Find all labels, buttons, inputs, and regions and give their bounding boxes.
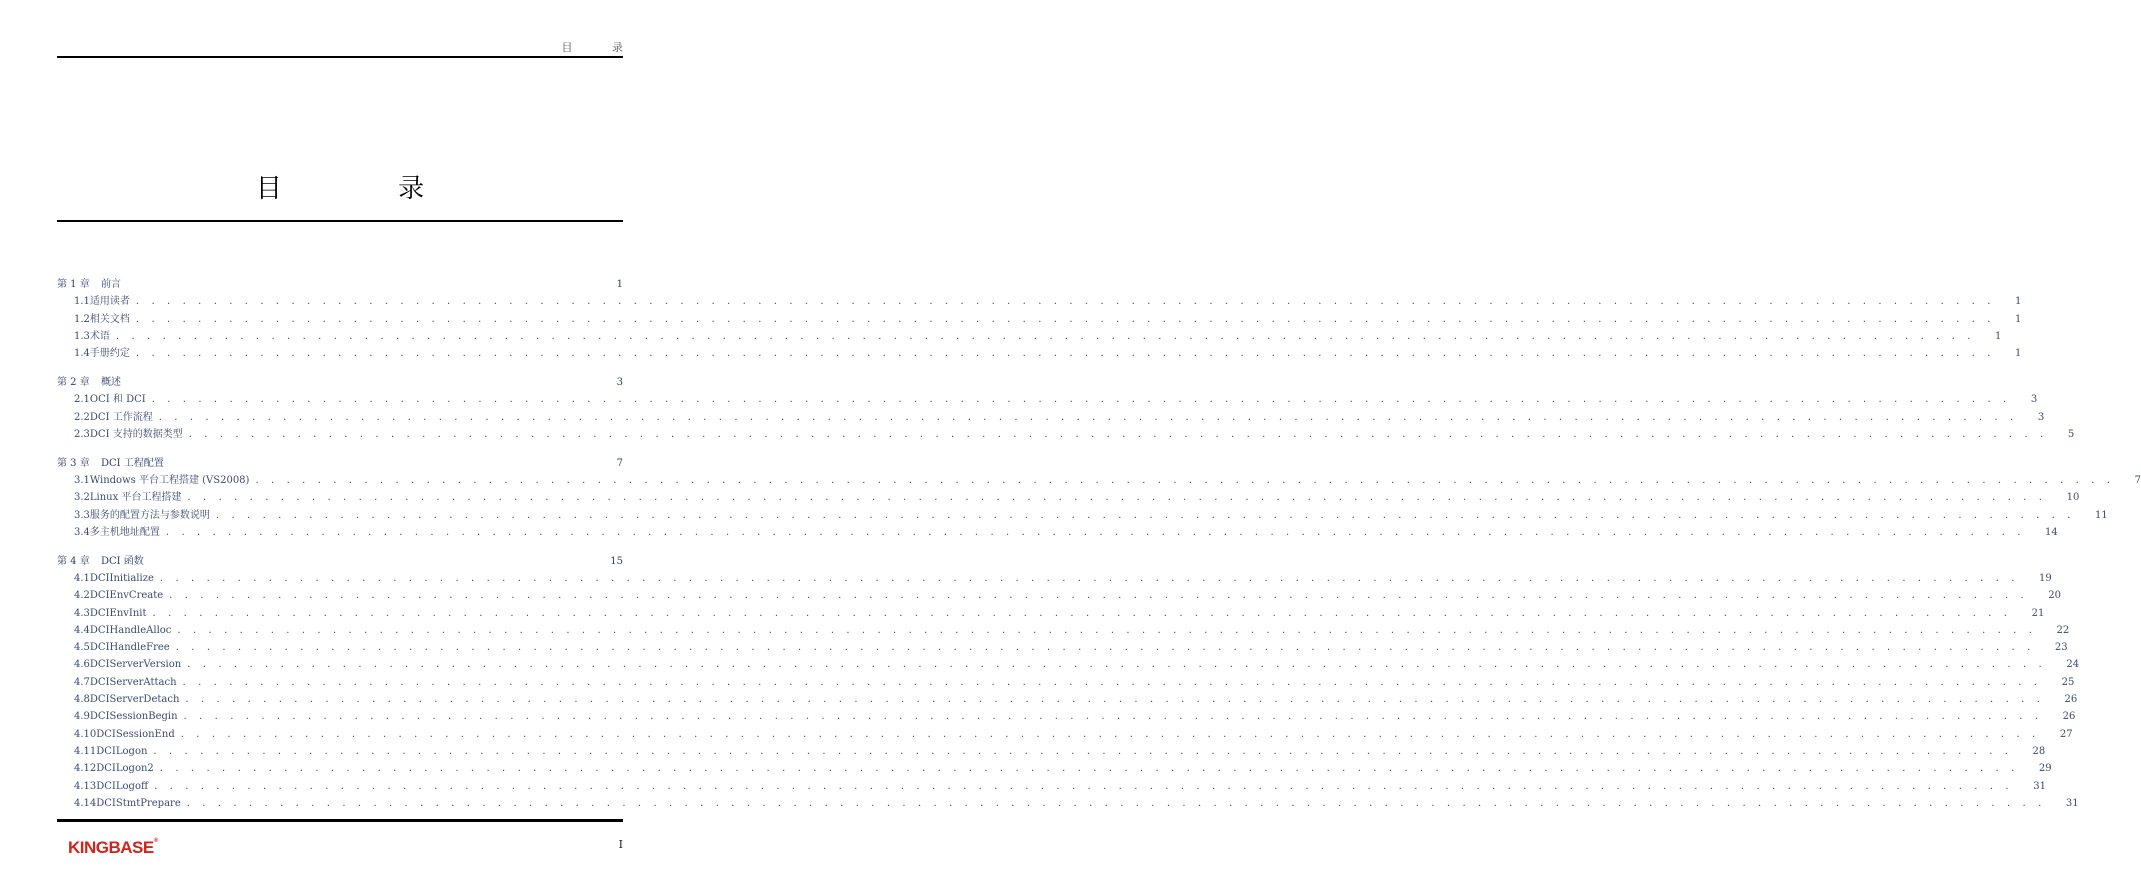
table-of-contents bbox=[57, 276, 2141, 812]
header-rule bbox=[57, 56, 623, 58]
dot-leader: . . . . . . . . . . . . . . . . . . . . . . . . . . . . . . . . . . . . . . . . . . . . . . . . . . . . . . . . . . . . . . . . . . . . . . . . . . . . . . . . . . . . . . . . . . . . . . . . . . . . . . . . . . . . . . . . . . . . . . . . bbox=[135, 296, 1996, 308]
section-number: 3.1 bbox=[74, 474, 90, 486]
section-number: 4.6 bbox=[74, 659, 90, 671]
dot-leader: . . . . . . . . . . . . . . . . . . . . . . . . . . . . . . . . . . . . . . . . . . . . . . . . . . . . . . . . . . . . . . . . . . . . . . . . . . . . . . . . . . . . . . . . . . . . . . . . . . . . . . . . . . . . . . . . . . . . . . . . bbox=[175, 642, 2035, 654]
chapter-page: 7 bbox=[616, 457, 623, 469]
toc-section-entry[interactable] bbox=[57, 391, 2038, 408]
section-title: DCIStmtPrepare bbox=[96, 797, 181, 809]
kingbase-logo: KINGBASE® bbox=[68, 838, 158, 857]
chapter-title: 前言 bbox=[101, 279, 121, 290]
section-page: 1 bbox=[2015, 296, 2022, 308]
section-title: DCILogoff bbox=[96, 780, 149, 792]
section-page: 19 bbox=[2039, 572, 2052, 584]
toc-section-entry[interactable] bbox=[57, 570, 2052, 587]
toc-section-entry[interactable] bbox=[57, 472, 2141, 489]
section-number: 4.9 bbox=[74, 711, 90, 723]
section-title: 服务的配置方法与参数说明 bbox=[89, 509, 210, 521]
section-number: 1.3 bbox=[74, 330, 90, 342]
toc-section-entry[interactable] bbox=[57, 524, 2058, 541]
section-page: 11 bbox=[2095, 509, 2108, 521]
dot-leader: . . . . . . . . . . . . . . . . . . . . . . . . . . . . . . . . . . . . . . . . . . . . . . . . . . . . . . . . . . . . . . . . . . . . . . . . . . . . . . . . . . . . . . . . . . . . . . . . . . . . . . . . . . . . . . . . . . . . . . . . bbox=[152, 607, 2012, 619]
section-page: 1 bbox=[2015, 348, 2022, 360]
chapter-title: DCI 函数 bbox=[101, 555, 144, 567]
section-title: DCISessionBegin bbox=[89, 711, 178, 723]
section-title: DCIHandleFree bbox=[89, 642, 170, 654]
section-number: 4.12 bbox=[74, 763, 97, 775]
section-title: 多主机地址配置 bbox=[89, 526, 160, 538]
section-title: Windows 平台工程搭建 (VS2008) bbox=[89, 474, 250, 486]
toc-chapter-entry[interactable] bbox=[57, 455, 623, 472]
chapter-label: 第 2 章 bbox=[57, 376, 90, 388]
spacer bbox=[164, 455, 603, 472]
section-title: DCIServerVersion bbox=[89, 659, 182, 671]
dot-leader: . . . . . . . . . . . . . . . . . . . . . . . . . . . . . . . . . . . . . . . . . . . . . . . . . . . . . . . . . . . . . . . . . . . . . . . . . . . . . . . . . . . . . . . . . . . . . . . . . . . . . . . . . . . . . . . . . . . . . . . . bbox=[177, 624, 2037, 636]
section-title: DCIServerAttach bbox=[89, 676, 177, 688]
toc-section-entry[interactable] bbox=[57, 293, 2022, 310]
section-number: 2.3 bbox=[74, 428, 90, 440]
section-number: 4.1 bbox=[74, 572, 90, 584]
section-page: 26 bbox=[2062, 711, 2076, 723]
section-page: 31 bbox=[2033, 780, 2046, 792]
section-title: DCIEnvInit bbox=[89, 607, 147, 619]
dot-leader: . . . . . . . . . . . . . . . . . . . . . . . . . . . . . . . . . . . . . . . . . . . . . . . . . . . . . . . . . . . . . . . . . . . . . . . . . . . . . . . . . . . . . . . . . . . . . . . . . . . . . . . . . . . . . . . . . . . . . . . . bbox=[183, 711, 2043, 723]
chapter-title: DCI 工程配置 bbox=[101, 457, 164, 469]
section-title: Linux 平台工程搭建 bbox=[89, 492, 182, 504]
toc-section-entry[interactable] bbox=[57, 743, 2046, 760]
section-page: 26 bbox=[2064, 694, 2078, 706]
section-number: 1.1 bbox=[74, 296, 90, 308]
section-number: 3.2 bbox=[74, 492, 90, 504]
toc-section-entry[interactable] bbox=[57, 426, 2075, 443]
section-page: 20 bbox=[2048, 590, 2062, 602]
section-page: 14 bbox=[2045, 526, 2058, 538]
section-title: DCILogon2 bbox=[96, 763, 154, 775]
toc-section-entry[interactable] bbox=[57, 489, 2080, 506]
section-page: 21 bbox=[2031, 607, 2045, 619]
section-number: 4.3 bbox=[74, 607, 90, 619]
section-page: 3 bbox=[2037, 411, 2045, 423]
dot-leader: . . . . . . . . . . . . . . . . . . . . . . . . . . . . . . . . . . . . . . . . . . . . . . . . . . . . . . . . . . . . . . . . . . . . . . . . . . . . . . . . . . . . . . . . . . . . . . . . . . . . . . . . . . . . . . . . . . . . . . . . bbox=[186, 797, 2046, 809]
dot-leader: . . . . . . . . . . . . . . . . . . . . . . . . . . . . . . . . . . . . . . . . . . . . . . . . . . . . . . . . . . . . . . . . . . . . . . . . . . . . . . . . . . . . . . . . . . . . . . . . . . . . . . . . . . . . . . . . . . . . . . . . bbox=[215, 509, 2076, 521]
section-title: OCI 和 DCI bbox=[89, 394, 146, 406]
section-number: 1.4 bbox=[74, 348, 90, 360]
chapter-label: 第 3 章 bbox=[57, 457, 90, 469]
section-page: 5 bbox=[2067, 428, 2075, 440]
toc-section-entry[interactable] bbox=[57, 708, 2076, 725]
dot-leader: . . . . . . . . . . . . . . . . . . . . . . . . . . . . . . . . . . . . . . . . . . . . . . . . . . . . . . . . . . . . . . . . . . . . . . . . . . . . . . . . . . . . . . . . . . . . . . . . . . . . . . . . . . . . . . . . . . . . . . . . bbox=[158, 411, 2018, 423]
toc-section-entry[interactable] bbox=[57, 656, 2080, 673]
toc-section-entry[interactable] bbox=[57, 639, 2068, 656]
section-page: 29 bbox=[2038, 763, 2052, 775]
section-number: 4.2 bbox=[74, 590, 90, 602]
footer-rule bbox=[57, 819, 623, 822]
section-number: 4.13 bbox=[74, 780, 97, 792]
section-number: 2.1 bbox=[74, 394, 90, 406]
dot-leader: . . . . . . . . . . . . . . . . . . . . . . . . . . . . . . . . . . . . . . . . . . . . . . . . . . . . . . . . . . . . . . . . . . . . . . . . . . . . . . . . . . . . . . . . . . . . . . . . . . . . . . . . . . . . . . . . . . . . . . . . bbox=[151, 394, 2011, 406]
section-number: 3.4 bbox=[74, 526, 90, 538]
section-title: DCIHandleAlloc bbox=[89, 624, 172, 636]
dot-leader: . . . . . . . . . . . . . . . . . . . . . . . . . . . . . . . . . . . . . . . . . . . . . . . . . . . . . . . . . . . . . . . . . . . . . . . . . . . . . . . . . . . . . . . . . . . . . . . . . . . . . . . . . . . . . . . . . . . . . . . . bbox=[115, 330, 1976, 342]
dot-leader: . . . . . . . . . . . . . . . . . . . . . . . . . . . . . . . . . . . . . . . . . . . . . . . . . . . . . . . . . . . . . . . . . . . . . . . . . . . . . . . . . . . . . . . . . . . . . . . . . . . . . . . . . . . . . . . . . . . . . . . . bbox=[135, 313, 1996, 325]
dot-leader: . . . . . . . . . . . . . . . . . . . . . . . . . . . . . . . . . . . . . . . . . . . . . . . . . . . . . . . . . . . . . . . . . . . . . . . . . . . . . . . . . . . . . . . . . . . . . . . . . . . . . . . . . . . . . . . . . . . . . . . . bbox=[159, 572, 2020, 584]
title-rule bbox=[57, 220, 623, 222]
dot-leader: . . . . . . . . . . . . . . . . . . . . . . . . . . . . . . . . . . . . . . . . . . . . . . . . . . . . . . . . . . . . . . . . . . . . . . . . . . . . . . . . . . . . . . . . . . . . . . . . . . . . . . . . . . . . . . . . . . . . . . . . bbox=[135, 348, 1996, 360]
dot-leader: . . . . . . . . . . . . . . . . . . . . . . . . . . . . . . . . . . . . . . . . . . . . . . . . . . . . . . . . . . . . . . . . . . . . . . . . . . . . . . . . . . . . . . . . . . . . . . . . . . . . . . . . . . . . . . . . . . . . . . . . bbox=[182, 676, 2042, 688]
toc-section-entry[interactable] bbox=[57, 691, 2078, 708]
section-title: DCIServerDetach bbox=[89, 694, 180, 706]
section-page: 7 bbox=[2134, 474, 2141, 486]
section-page: 22 bbox=[2056, 624, 2070, 636]
page-title: 目 录 bbox=[255, 174, 479, 204]
toc-section-entry[interactable] bbox=[57, 587, 2062, 604]
dot-leader: . . . . . . . . . . . . . . . . . . . . . . . . . . . . . . . . . . . . . . . . . . . . . . . . . . . . . . . . . . . . . . . . . . . . . . . . . . . . . . . . . . . . . . . . . . . . . . . . . . . . . . . . . . . . . . . . . . . . . . . . bbox=[159, 763, 2019, 775]
dot-leader: . . . . . . . . . . . . . . . . . . . . . . . . . . . . . . . . . . . . . . . . . . . . . . . . . . . . . . . . . . . . . . . . . . . . . . . . . . . . . . . . . . . . . . . . . . . . . . . . . . . . . . . . . . . . . . . . . . . . . . . . bbox=[255, 474, 2115, 486]
section-title: 手册约定 bbox=[89, 348, 130, 360]
toc-chapter-entry[interactable] bbox=[57, 374, 623, 391]
toc-section-entry[interactable] bbox=[57, 674, 2075, 691]
section-title: DCISessionEnd bbox=[96, 728, 175, 740]
section-page: 28 bbox=[2032, 745, 2046, 757]
spacer bbox=[144, 553, 603, 570]
toc-section-entry[interactable] bbox=[57, 328, 2002, 345]
toc-section-entry[interactable] bbox=[57, 605, 2045, 622]
section-page: 31 bbox=[2065, 797, 2079, 809]
toc-section-entry[interactable] bbox=[57, 795, 2079, 812]
section-number: 4.4 bbox=[74, 624, 90, 636]
dot-leader: . . . . . . . . . . . . . . . . . . . . . . . . . . . . . . . . . . . . . . . . . . . . . . . . . . . . . . . . . . . . . . . . . . . . . . . . . . . . . . . . . . . . . . . . . . . . . . . . . . . . . . . . . . . . . . . . . . . . . . . . bbox=[169, 590, 2029, 602]
toc-section-entry[interactable] bbox=[57, 726, 2073, 743]
running-header: 目 录 bbox=[561, 41, 641, 54]
spacer bbox=[121, 276, 603, 293]
section-page: 10 bbox=[2066, 492, 2080, 504]
toc-section-entry[interactable] bbox=[57, 622, 2070, 639]
chapter-page: 15 bbox=[610, 555, 623, 567]
section-number: 4.11 bbox=[74, 745, 97, 757]
dot-leader: . . . . . . . . . . . . . . . . . . . . . . . . . . . . . . . . . . . . . . . . . . . . . . . . . . . . . . . . . . . . . . . . . . . . . . . . . . . . . . . . . . . . . . . . . . . . . . . . . . . . . . . . . . . . . . . . . . . . . . . . bbox=[185, 694, 2045, 706]
chapter-label: 第 4 章 bbox=[57, 555, 90, 567]
section-page: 23 bbox=[2054, 642, 2068, 654]
section-page: 1 bbox=[2015, 313, 2022, 325]
toc-section-entry[interactable] bbox=[57, 409, 2045, 426]
section-number: 4.14 bbox=[74, 797, 97, 809]
section-title: DCIInitialize bbox=[89, 572, 154, 584]
dot-leader: . . . . . . . . . . . . . . . . . . . . . . . . . . . . . . . . . . . . . . . . . . . . . . . . . . . . . . . . . . . . . . . . . . . . . . . . . . . . . . . . . . . . . . . . . . . . . . . . . . . . . . . . . . . . . . . . . . . . . . . . bbox=[153, 745, 2013, 757]
section-title: DCILogon bbox=[96, 745, 148, 757]
section-number: 4.8 bbox=[74, 694, 90, 706]
section-title: DCI 支持的数据类型 bbox=[89, 428, 183, 440]
dot-leader: . . . . . . . . . . . . . . . . . . . . . . . . . . . . . . . . . . . . . . . . . . . . . . . . . . . . . . . . . . . . . . . . . . . . . . . . . . . . . . . . . . . . . . . . . . . . . . . . . . . . . . . . . . . . . . . . . . . . . . . . bbox=[187, 492, 2047, 504]
toc-chapter-entry[interactable] bbox=[57, 276, 623, 293]
toc-section-entry[interactable] bbox=[57, 345, 2022, 362]
chapter-page: 1 bbox=[616, 279, 623, 290]
section-page: 27 bbox=[2059, 728, 2073, 740]
section-title: 术语 bbox=[89, 330, 110, 342]
section-page: 1 bbox=[1995, 330, 2002, 342]
section-title: 相关文档 bbox=[89, 313, 130, 325]
section-number: 4.10 bbox=[74, 728, 97, 740]
section-title: DCI 工作流程 bbox=[89, 411, 153, 423]
chapter-title: 概述 bbox=[101, 376, 121, 388]
toc-section-entry[interactable] bbox=[57, 507, 2108, 524]
section-number: 4.7 bbox=[74, 676, 90, 688]
section-page: 24 bbox=[2066, 659, 2080, 671]
toc-section-entry[interactable] bbox=[57, 311, 2022, 328]
section-number: 4.5 bbox=[74, 642, 90, 654]
dot-leader: . . . . . . . . . . . . . . . . . . . . . . . . . . . . . . . . . . . . . . . . . . . . . . . . . . . . . . . . . . . . . . . . . . . . . . . . . . . . . . . . . . . . . . . . . . . . . . . . . . . . . . . . . . . . . . . . . . . . . . . . bbox=[180, 728, 2040, 740]
dot-leader: . . . . . . . . . . . . . . . . . . . . . . . . . . . . . . . . . . . . . . . . . . . . . . . . . . . . . . . . . . . . . . . . . . . . . . . . . . . . . . . . . . . . . . . . . . . . . . . . . . . . . . . . . . . . . . . . . . . . . . . . bbox=[188, 428, 2048, 440]
section-number: 1.2 bbox=[74, 313, 90, 325]
section-page: 3 bbox=[2030, 394, 2038, 406]
section-number: 2.2 bbox=[74, 411, 90, 423]
toc-chapter-entry[interactable] bbox=[57, 553, 623, 570]
page-number: I bbox=[618, 838, 623, 851]
toc-section-entry[interactable] bbox=[57, 778, 2046, 795]
spacer bbox=[121, 374, 603, 391]
section-title: DCIEnvCreate bbox=[89, 590, 164, 602]
dot-leader: . . . . . . . . . . . . . . . . . . . . . . . . . . . . . . . . . . . . . . . . . . . . . . . . . . . . . . . . . . . . . . . . . . . . . . . . . . . . . . . . . . . . . . . . . . . . . . . . . . . . . . . . . . . . . . . . . . . . . . . . bbox=[187, 659, 2047, 671]
chapter-label: 第 1 章 bbox=[57, 279, 90, 290]
section-title: 适用读者 bbox=[89, 296, 130, 308]
toc-section-entry[interactable] bbox=[57, 760, 2052, 777]
section-page: 25 bbox=[2061, 676, 2075, 688]
section-number: 3.3 bbox=[74, 509, 90, 521]
dot-leader: . . . . . . . . . . . . . . . . . . . . . . . . . . . . . . . . . . . . . . . . . . . . . . . . . . . . . . . . . . . . . . . . . . . . . . . . . . . . . . . . . . . . . . . . . . . . . . . . . . . . . . . . . . . . . . . . . . . . . . . . bbox=[154, 780, 2014, 792]
chapter-page: 3 bbox=[616, 376, 623, 388]
dot-leader: . . . . . . . . . . . . . . . . . . . . . . . . . . . . . . . . . . . . . . . . . . . . . . . . . . . . . . . . . . . . . . . . . . . . . . . . . . . . . . . . . . . . . . . . . . . . . . . . . . . . . . . . . . . . . . . . . . . . . . . . bbox=[165, 526, 2026, 538]
